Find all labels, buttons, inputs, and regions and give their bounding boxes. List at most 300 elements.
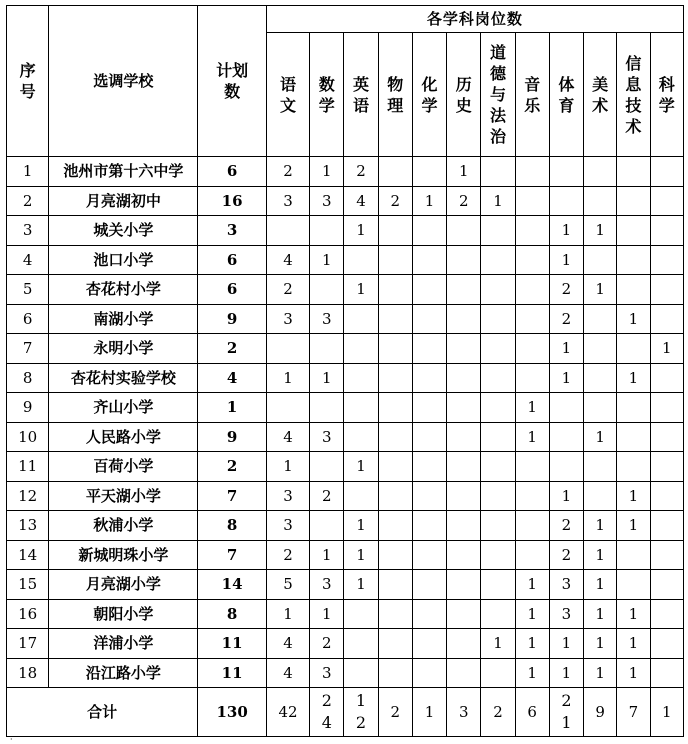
row-subject-count [447,452,481,482]
table-row [7,363,684,393]
row-subject-count [266,334,309,364]
row-subject-count [650,157,683,187]
row-school: 洋浦小学 [49,629,198,659]
row-subject-count [481,570,515,600]
row-school: 秋浦小学 [49,511,198,541]
row-subject-count [650,452,683,482]
row-index: 17 [7,629,49,659]
row-subject-count [378,658,412,688]
row-subject-count [650,216,683,246]
row-subject-count [447,599,481,629]
row-subject-count [447,658,481,688]
row-subject-count [412,304,446,334]
row-subject-count [617,275,650,305]
row-subject-count [344,422,378,452]
row-subject-count [650,393,683,423]
row-subject-count [412,245,446,275]
row-subject-count [412,481,446,511]
row-subject-count [481,304,515,334]
row-subject-count [447,334,481,364]
row-subject-count: 1 [310,157,344,187]
row-subject-count: 1 [412,186,446,216]
row-index: 9 [7,393,49,423]
row-subject-count: 1 [344,540,378,570]
row-subject-count: 1 [515,629,549,659]
row-subject-count: 1 [617,629,650,659]
row-index: 13 [7,511,49,541]
row-subject-count: 1 [310,599,344,629]
row-subject-count [515,216,549,246]
row-school: 杏花村小学 [49,275,198,305]
row-subject-count [412,540,446,570]
row-subject-count [344,629,378,659]
row-subject-count: 1 [617,304,650,334]
row-subject-count [481,216,515,246]
row-subject-count [344,658,378,688]
row-subject-count: 1 [344,275,378,305]
row-plan: 14 [198,570,266,600]
row-subject-count [378,540,412,570]
row-plan: 1 [198,393,266,423]
row-school: 齐山小学 [49,393,198,423]
header-subjects-group: 各学科岗位数 [266,6,683,33]
row-subject-count: 4 [266,658,309,688]
table-row [7,570,684,600]
row-subject-count [515,363,549,393]
row-subject-count [378,481,412,511]
row-subject-count: 1 [584,540,617,570]
total-subject-count: 9 [584,688,617,737]
row-school: 池州市第十六中学 [49,157,198,187]
row-subject-count [378,422,412,452]
row-subject-count: 3 [549,599,583,629]
row-plan: 11 [198,658,266,688]
row-subject-count [378,363,412,393]
row-subject-count [617,422,650,452]
table-row [7,245,684,275]
row-subject-count [412,452,446,482]
row-subject-count [412,422,446,452]
row-subject-count: 3 [310,422,344,452]
row-subject-count: 4 [266,629,309,659]
header-row-top [7,6,684,33]
footnote-mark: · [10,735,13,744]
row-subject-count: 2 [266,540,309,570]
row-subject-count [650,629,683,659]
row-subject-count: 1 [549,658,583,688]
row-subject-count [447,245,481,275]
row-subject-count [412,275,446,305]
row-subject-count [549,393,583,423]
row-subject-count: 1 [549,334,583,364]
row-subject-count [378,393,412,423]
row-subject-count [584,157,617,187]
row-subject-count [378,304,412,334]
row-subject-count: 1 [310,245,344,275]
row-subject-count [650,363,683,393]
row-subject-count [549,452,583,482]
row-subject-count: 2 [344,157,378,187]
row-subject-count [481,275,515,305]
row-subject-count [310,275,344,305]
row-subject-count [378,275,412,305]
row-index: 16 [7,599,49,629]
table-row [7,658,684,688]
row-subject-count [447,570,481,600]
row-subject-count: 1 [310,363,344,393]
row-subject-count [515,157,549,187]
row-subject-count [481,334,515,364]
row-subject-count: 2 [549,540,583,570]
row-subject-count: 2 [378,186,412,216]
row-index: 18 [7,658,49,688]
table-row [7,275,684,305]
row-subject-count [584,304,617,334]
row-subject-count [447,216,481,246]
row-subject-count: 3 [310,186,344,216]
row-subject-count [412,393,446,423]
total-subject-count: 2 [481,688,515,737]
total-subject-count: 2 [378,688,412,737]
row-subject-count [515,334,549,364]
table-row [7,393,684,423]
row-subject-count [447,275,481,305]
row-school: 平天湖小学 [49,481,198,511]
row-subject-count [378,629,412,659]
total-subject-count: 12 [344,688,378,737]
row-subject-count: 1 [310,540,344,570]
header-subject: 历史 [447,33,481,157]
row-subject-count [378,511,412,541]
row-subject-count [447,629,481,659]
header-plan: 计划数 [198,6,266,157]
row-subject-count [310,511,344,541]
total-plan: 130 [198,688,266,737]
total-subject-count: 6 [515,688,549,737]
row-subject-count: 1 [481,186,515,216]
row-subject-count [515,481,549,511]
row-subject-count [310,334,344,364]
table-row [7,452,684,482]
table-row [7,157,684,187]
row-school: 人民路小学 [49,422,198,452]
row-subject-count [650,422,683,452]
row-subject-count: 1 [447,157,481,187]
row-subject-count [650,275,683,305]
total-subject-count: 3 [447,688,481,737]
total-subject-count: 24 [310,688,344,737]
row-plan: 7 [198,540,266,570]
row-index: 14 [7,540,49,570]
row-index: 6 [7,304,49,334]
row-subject-count [481,599,515,629]
row-subject-count [344,363,378,393]
header-subject: 信息技术 [617,33,650,157]
row-subject-count [481,157,515,187]
row-subject-count [412,334,446,364]
row-subject-count: 1 [515,599,549,629]
row-subject-count: 3 [310,304,344,334]
row-subject-count [447,393,481,423]
row-plan: 16 [198,186,266,216]
header-subject: 音乐 [515,33,549,157]
header-subject: 道德与法治 [481,33,515,157]
recruitment-table [6,5,684,737]
row-subject-count [481,511,515,541]
row-subject-count [515,275,549,305]
row-subject-count [481,452,515,482]
row-subject-count [617,245,650,275]
table-row [7,599,684,629]
table-body [7,6,684,737]
row-subject-count [310,393,344,423]
row-school: 南湖小学 [49,304,198,334]
row-plan: 7 [198,481,266,511]
row-subject-count [378,334,412,364]
row-subject-count: 1 [344,511,378,541]
row-subject-count [344,245,378,275]
row-subject-count [584,393,617,423]
row-subject-count [584,452,617,482]
header-subject: 数学 [310,33,344,157]
row-subject-count: 4 [266,422,309,452]
row-subject-count: 3 [266,511,309,541]
row-subject-count: 1 [584,216,617,246]
row-index: 5 [7,275,49,305]
row-subject-count [515,304,549,334]
row-subject-count: 1 [584,658,617,688]
table-row [7,422,684,452]
total-subject-count: 1 [650,688,683,737]
row-subject-count: 1 [266,452,309,482]
table-row [7,334,684,364]
row-subject-count: 4 [344,186,378,216]
row-plan: 3 [198,216,266,246]
row-subject-count [617,186,650,216]
row-index: 12 [7,481,49,511]
row-subject-count [344,304,378,334]
header-subject: 美术 [584,33,617,157]
row-subject-count [584,363,617,393]
row-subject-count [650,570,683,600]
row-subject-count [447,363,481,393]
row-index: 15 [7,570,49,600]
row-index: 10 [7,422,49,452]
row-subject-count [447,540,481,570]
row-subject-count: 3 [266,186,309,216]
row-subject-count [650,658,683,688]
table-row [7,216,684,246]
row-subject-count [266,216,309,246]
row-subject-count: 1 [515,570,549,600]
row-subject-count [549,422,583,452]
row-subject-count [617,334,650,364]
row-subject-count: 2 [266,275,309,305]
table-row [7,304,684,334]
row-subject-count: 3 [266,304,309,334]
row-index: 4 [7,245,49,275]
row-subject-count: 1 [549,629,583,659]
row-subject-count: 2 [549,511,583,541]
row-subject-count [650,511,683,541]
row-subject-count [617,540,650,570]
row-subject-count: 5 [266,570,309,600]
row-school: 城关小学 [49,216,198,246]
row-subject-count [344,599,378,629]
row-school: 沿江路小学 [49,658,198,688]
row-subject-count [584,245,617,275]
total-subject-count: 7 [617,688,650,737]
row-plan: 6 [198,275,266,305]
row-plan: 6 [198,157,266,187]
row-subject-count [481,245,515,275]
row-subject-count [378,245,412,275]
row-subject-count: 4 [266,245,309,275]
row-subject-count [412,629,446,659]
row-plan: 8 [198,511,266,541]
row-school: 百荷小学 [49,452,198,482]
row-subject-count [378,452,412,482]
row-subject-count [515,186,549,216]
row-subject-count [617,570,650,600]
header-index: 序号 [7,6,49,157]
row-subject-count [447,481,481,511]
row-subject-count: 3 [266,481,309,511]
row-subject-count: 2 [266,157,309,187]
row-subject-count: 3 [549,570,583,600]
row-subject-count [344,334,378,364]
row-subject-count [515,540,549,570]
row-subject-count [617,393,650,423]
row-subject-count: 2 [310,481,344,511]
row-subject-count [447,422,481,452]
row-subject-count [515,245,549,275]
row-subject-count [310,452,344,482]
row-school: 月亮湖初中 [49,186,198,216]
table-row [7,511,684,541]
row-subject-count: 1 [549,481,583,511]
row-subject-count [412,570,446,600]
table-row [7,540,684,570]
row-plan: 4 [198,363,266,393]
row-subject-count [412,157,446,187]
row-school: 池口小学 [49,245,198,275]
total-subject-count: 42 [266,688,309,737]
header-subject: 体育 [549,33,583,157]
row-subject-count [378,216,412,246]
row-subject-count [650,186,683,216]
table-row [7,186,684,216]
row-subject-count [481,481,515,511]
row-subject-count: 1 [344,216,378,246]
row-subject-count: 3 [310,570,344,600]
row-subject-count [481,540,515,570]
row-subject-count [584,481,617,511]
row-subject-count: 1 [617,363,650,393]
row-subject-count [650,245,683,275]
row-plan: 8 [198,599,266,629]
header-subject: 科学 [650,33,683,157]
row-subject-count [481,393,515,423]
row-subject-count [412,511,446,541]
row-school: 朝阳小学 [49,599,198,629]
row-subject-count [617,157,650,187]
row-subject-count [617,216,650,246]
row-subject-count [481,422,515,452]
row-subject-count: 1 [266,363,309,393]
total-subject-count: 1 [412,688,446,737]
row-subject-count: 1 [584,599,617,629]
row-plan: 2 [198,452,266,482]
row-subject-count [549,186,583,216]
row-subject-count: 1 [617,481,650,511]
row-subject-count [515,511,549,541]
row-subject-count: 3 [310,658,344,688]
row-subject-count [650,304,683,334]
row-index: 11 [7,452,49,482]
row-subject-count: 1 [266,599,309,629]
row-subject-count [412,658,446,688]
header-subject: 物理 [378,33,412,157]
row-plan: 11 [198,629,266,659]
row-subject-count: 1 [515,422,549,452]
row-subject-count: 1 [584,511,617,541]
row-subject-count: 1 [344,570,378,600]
row-subject-count: 1 [584,629,617,659]
row-subject-count [515,452,549,482]
row-subject-count: 1 [481,629,515,659]
row-subject-count: 1 [549,216,583,246]
row-subject-count [549,157,583,187]
row-subject-count: 1 [515,393,549,423]
row-subject-count: 1 [549,245,583,275]
row-subject-count [266,393,309,423]
row-subject-count [584,334,617,364]
row-subject-count: 1 [344,452,378,482]
table-row [7,629,684,659]
header-subject: 语文 [266,33,309,157]
row-subject-count [378,570,412,600]
row-subject-count [584,186,617,216]
row-subject-count [481,658,515,688]
row-subject-count [412,363,446,393]
row-index: 1 [7,157,49,187]
row-plan: 2 [198,334,266,364]
row-subject-count: 2 [447,186,481,216]
row-subject-count [447,304,481,334]
row-subject-count: 1 [584,570,617,600]
row-index: 2 [7,186,49,216]
row-plan: 9 [198,422,266,452]
row-subject-count: 1 [549,363,583,393]
header-subject: 英语 [344,33,378,157]
row-subject-count [378,599,412,629]
row-subject-count: 1 [650,334,683,364]
row-subject-count [412,599,446,629]
row-subject-count [447,511,481,541]
row-subject-count: 1 [584,422,617,452]
row-subject-count: 1 [617,511,650,541]
row-subject-count [650,481,683,511]
row-subject-count [412,216,446,246]
row-plan: 6 [198,245,266,275]
row-index: 7 [7,334,49,364]
row-school: 杏花村实验学校 [49,363,198,393]
row-subject-count: 1 [515,658,549,688]
header-subject: 化学 [412,33,446,157]
row-subject-count: 1 [617,658,650,688]
row-index: 8 [7,363,49,393]
